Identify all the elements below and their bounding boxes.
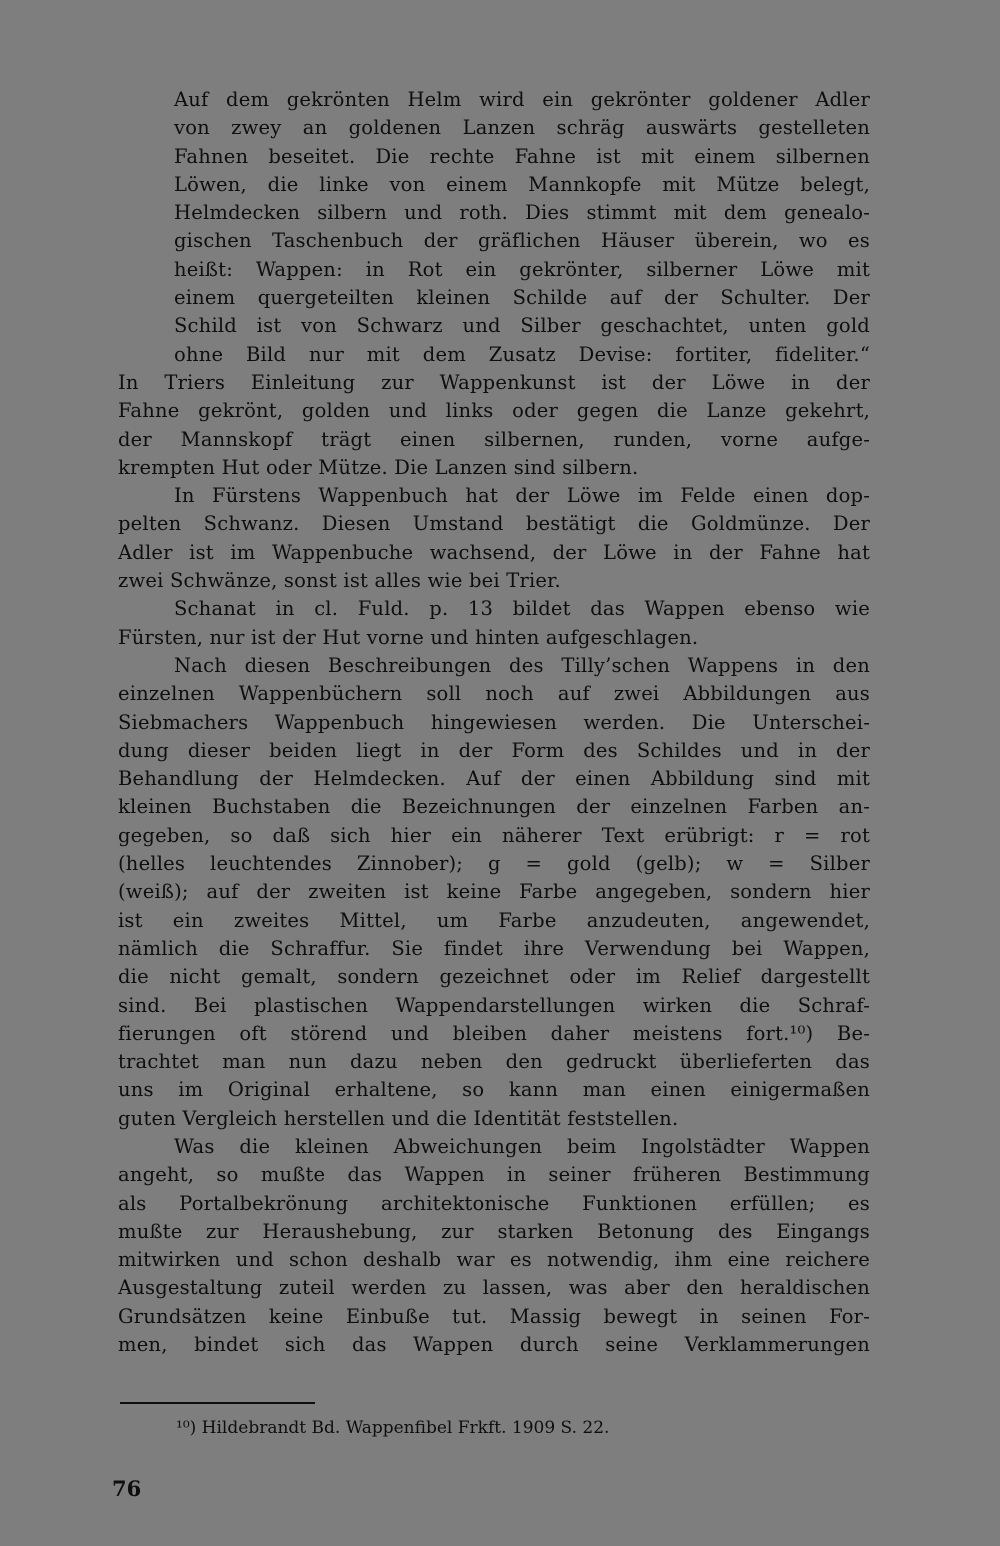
text-line: Fahne gekrönt, golden und links oder gegen die Lanze gekehrt, (118, 399, 870, 423)
text-line: Schild ist von Schwarz und Silber geschachtet, unten gold (174, 314, 870, 338)
text-line: Fahnen beseitet. Die rechte Fahne ist mit einem silbernen (174, 144, 870, 168)
text-line: ist ein zweites Mittel, um Farbe anzudeuten, angewendet, (118, 908, 870, 932)
text-line: krempten Hut oder Mütze. Die Lanzen sind silbern. (118, 455, 639, 479)
text-line: Schanat in cl. Fuld. p. 13 bildet das Wappen ebenso wie (174, 597, 870, 621)
text-line: Löwen, die linke von einem Mannkopfe mit Mütze belegt, (174, 172, 870, 196)
text-line: einem quergeteilten kleinen Schilde auf der Schulter. Der (174, 286, 870, 310)
text-line: Adler ist im Wappenbuche wachsend, der Löwe in der Fahne hat (118, 540, 870, 564)
text-line: gischen Taschenbuch der gräflichen Häuser überein, wo es (174, 229, 870, 253)
text-line: zwei Schwänze, sonst ist alles wie bei Trier. (118, 569, 561, 593)
text-line: pelten Schwanz. Diesen Umstand bestätigt die Goldmünze. Der (118, 512, 870, 536)
text-line: als Portalbekrönung architektonische Funktionen erfüllen; es (118, 1191, 870, 1215)
text-line: nämlich die Schraffur. Sie findet ihre Verwendung bei Wappen, (118, 936, 870, 960)
text-line: men, bindet sich das Wappen durch seine Verklammerungen (118, 1333, 870, 1357)
text-line: Was die kleinen Abweichungen beim Ingolstädter Wappen (174, 1134, 870, 1158)
text-line: trachtet man nun dazu neben den gedruckt überlieferten das (118, 1050, 870, 1074)
text-line: heißt: Wappen: in Rot ein gekrönter, silberner Löwe mit (174, 257, 870, 281)
body-text (118, 86, 870, 1359)
text-line: Siebmachers Wappenbuch hingewiesen werden. Die Unterschei- (118, 710, 870, 734)
text-line: uns im Original erhaltene, so kann man einen einigermaßen (118, 1078, 870, 1102)
text-line: dung dieser beiden liegt in der Form des Schildes und in der (118, 738, 870, 762)
text-line: ohne Bild nur mit dem Zusatz Devise: fortiter, fideliter.“ (174, 342, 870, 366)
text-line: (weiß); auf der zweiten ist keine Farbe angegeben, sondern hier (118, 880, 870, 904)
text-line: sind. Bei plastischen Wappendarstellungen wirken die Schraf- (118, 993, 870, 1017)
text-line: von zwey an goldenen Lanzen schräg auswärts gestelleten (174, 116, 870, 140)
text-line: kleinen Buchstaben die Bezeichnungen der einzelnen Farben an- (118, 795, 870, 819)
text-line: mußte zur Heraushebung, zur starken Betonung des Eingangs (118, 1219, 870, 1243)
text-line: mitwirken und schon deshalb war es notwendig, ihm eine reichere (118, 1248, 870, 1272)
text-line: gegeben, so daß sich hier ein näherer Text erübrigt: r = rot (118, 823, 870, 847)
footnote-marker: ¹⁰) (176, 1418, 197, 1438)
text-line: Fürsten, nur ist der Hut vorne und hinten aufgeschlagen. (118, 625, 699, 649)
page-number: 76 (112, 1476, 142, 1501)
text-line: guten Vergleich herstellen und die Identität feststellen. (118, 1106, 679, 1130)
text-line: Nach diesen Beschreibungen des Tilly’schen Wappens in den (174, 653, 870, 677)
text-line: In Fürstens Wappenbuch hat der Löwe im Felde einen dop- (174, 484, 870, 508)
text-line: der Mannskopf trägt einen silbernen, runden, vorne aufge- (118, 427, 870, 451)
text-line: In Triers Einleitung zur Wappenkunst ist der Löwe in der (118, 370, 870, 394)
footnote-text: Hildebrandt Bd. Wappenfibel Frkft. 1909 S. 22. (201, 1418, 610, 1438)
text-line: einzelnen Wappenbüchern soll noch auf zwei Abbildungen aus (118, 682, 870, 706)
text-line: Helmdecken silbern und roth. Dies stimmt mit dem genealo- (174, 201, 870, 225)
text-line: fierungen oft störend und bleiben daher meistens fort.¹⁰) Be- (118, 1021, 870, 1045)
text-line: (helles leuchtendes Zinnober); g = gold (gelb); w = Silber (118, 852, 870, 876)
footnote (176, 1415, 609, 1441)
footnote-divider (120, 1402, 315, 1404)
text-line: angeht, so mußte das Wappen in seiner früheren Bestimmung (118, 1163, 870, 1187)
text-line: Ausgestaltung zuteil werden zu lassen, was aber den heraldischen (118, 1276, 870, 1300)
text-line: Behandlung der Helmdecken. Auf der einen Abbildung sind mit (118, 767, 870, 791)
text-line: Grundsätzen keine Einbuße tut. Massig bewegt in seinen For- (118, 1304, 870, 1328)
text-line: Auf dem gekrönten Helm wird ein gekrönter goldener Adler (174, 88, 870, 111)
text-line: die nicht gemalt, sondern gezeichnet oder im Relief dargestellt (118, 965, 870, 989)
